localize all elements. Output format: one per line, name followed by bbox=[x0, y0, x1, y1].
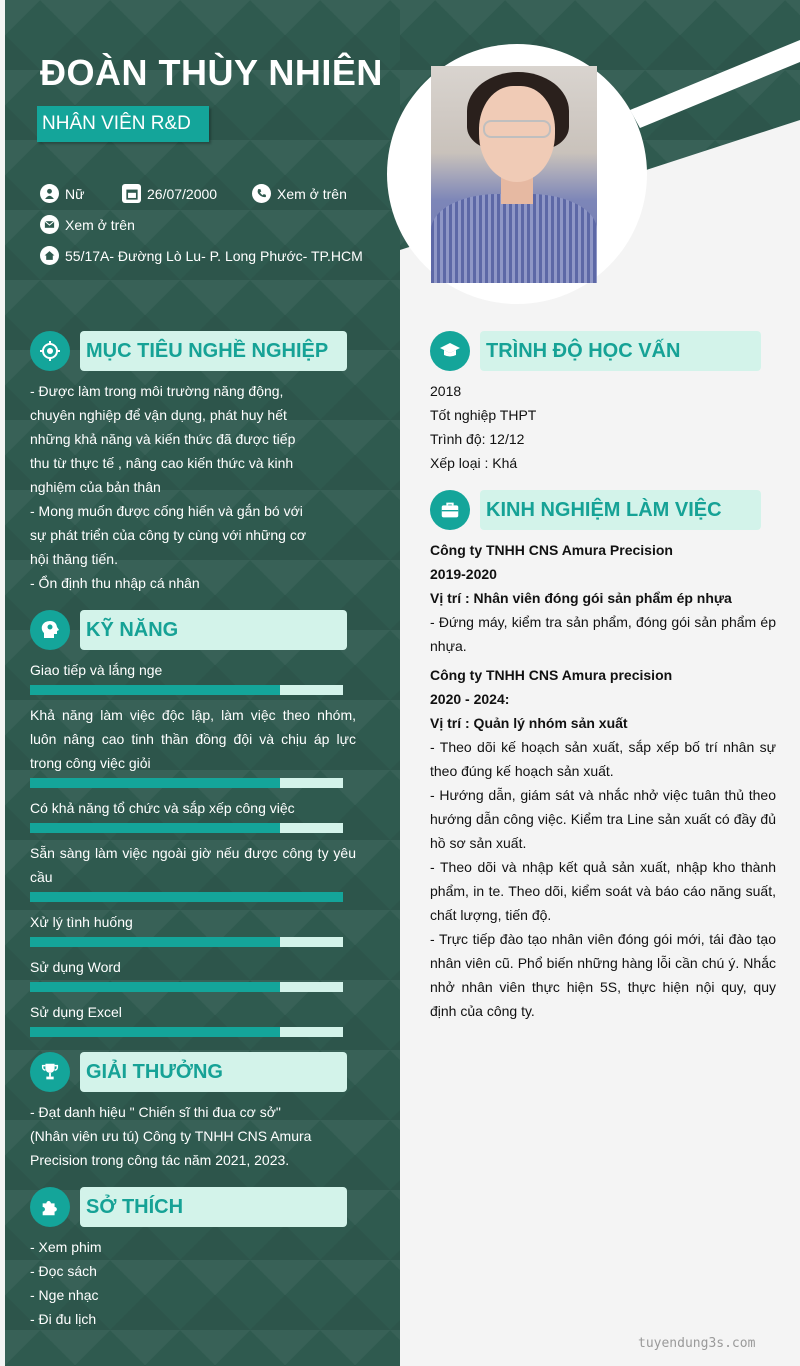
job-period: 2019-2020 bbox=[430, 566, 497, 582]
email-info bbox=[40, 215, 135, 234]
skill-label: Sẵn sàng làm việc ngoài giờ nếu được công ty yêu cầu bbox=[30, 845, 356, 885]
skill-bar bbox=[30, 1027, 343, 1037]
address-info bbox=[40, 246, 363, 265]
phone-text: Xem ở trên bbox=[277, 185, 347, 202]
email-icon bbox=[40, 215, 59, 234]
job-description: - Theo dõi và nhập kết quả sản xuất, nhập kho thành phẩm, in te. Theo dõi, kiểm soát và báo cáo năng suất, chất lượng, tiến độ. bbox=[430, 859, 776, 923]
awards-section-header bbox=[30, 1052, 347, 1092]
skill-label: Sử dụng Excel bbox=[30, 1004, 122, 1020]
job-period: 2020 - 2024: bbox=[430, 691, 510, 707]
experience-section-header bbox=[430, 490, 761, 530]
hobbies-title: SỞ THÍCH bbox=[86, 1196, 184, 1218]
skill-bar bbox=[30, 982, 343, 992]
experience-title: KINH NGHIỆM LÀM VIỆC bbox=[486, 499, 722, 521]
skill-bar bbox=[30, 823, 343, 833]
address-text: 55/17A- Đường Lò Lu- P. Long Phước- TP.HCM bbox=[65, 247, 363, 264]
skill-bar bbox=[30, 778, 343, 788]
experience-job-1 bbox=[430, 538, 776, 658]
puzzle-icon bbox=[30, 1187, 70, 1227]
skill-label: Khả năng làm việc độc lập, làm việc theo nhóm, luôn nâng cao tinh thần đồng đội và chịu áp lực trong công việc giỏi bbox=[30, 707, 356, 771]
education-section-header bbox=[430, 331, 761, 371]
candidate-name: ĐOÀN THÙY NHIÊN bbox=[40, 52, 383, 93]
job-description: - Theo dõi kế hoạch sản xuất, sắp xếp bố trí nhân sự theo đúng kế hoạch sản xuất. bbox=[430, 739, 776, 779]
target-icon bbox=[30, 331, 70, 371]
objective-section-header bbox=[30, 331, 347, 371]
awards-title: GIẢI THƯỞNG bbox=[86, 1061, 223, 1083]
birthdate-text: 26/07/2000 bbox=[147, 185, 218, 202]
skills-title: KỸ NĂNG bbox=[86, 619, 179, 641]
awards-text: - Đạt danh hiệu " Chiến sĩ thi đua cơ sở" (Nhân viên ưu tú) Công ty TNHH CNS Amura Precision trong công tác năm 2021, 2023. bbox=[30, 1104, 312, 1168]
skill-label: Sử dụng Word bbox=[30, 959, 121, 975]
home-icon bbox=[40, 246, 59, 265]
job-description: - Hướng dẫn, giám sát và nhắc nhở việc tuân thủ theo hướng dẫn công việc. Kiểm tra Line sản xuất có đầy đủ hồ sơ sản xuất. bbox=[430, 787, 776, 851]
job-title-badge: NHÂN VIÊN R&D bbox=[37, 106, 209, 142]
skill-bar bbox=[30, 937, 343, 947]
phone-icon bbox=[252, 184, 271, 203]
profile-photo bbox=[431, 66, 597, 283]
hobbies-text: - Xem phim - Đọc sách - Nge nhạc - Đi đu lịch bbox=[30, 1239, 102, 1327]
job-description: - Đứng máy, kiểm tra sản phẩm, đóng gói sản phẩm ép nhựa. bbox=[430, 614, 776, 654]
skill-label: Xử lý tình huống bbox=[30, 914, 133, 930]
skill-label: Giao tiếp và lắng nge bbox=[30, 662, 163, 678]
skills-section-header bbox=[30, 610, 347, 650]
objective-title: MỤC TIÊU NGHỀ NGHIỆP bbox=[86, 340, 329, 362]
experience-job-2 bbox=[430, 663, 776, 1023]
gender-text: Nữ bbox=[65, 185, 85, 202]
gender-info bbox=[40, 184, 84, 203]
skill-bar bbox=[30, 892, 343, 902]
skill-bar bbox=[30, 685, 343, 695]
watermark-text: tuyendung3s.com bbox=[638, 1336, 756, 1351]
job-position: Vị trí : Quản lý nhóm sản xuất bbox=[430, 715, 628, 731]
user-icon bbox=[40, 184, 59, 203]
briefcase-icon bbox=[430, 490, 470, 530]
skill-label: Có khả năng tổ chức và sắp xếp công việc bbox=[30, 800, 295, 816]
brain-head-icon bbox=[30, 610, 70, 650]
job-position: Vị trí : Nhân viên đóng gói sản phẩm ép nhựa bbox=[430, 590, 732, 606]
education-text: 2018 Tốt nghiệp THPT Trình độ: 12/12 Xếp loại : Khá bbox=[430, 383, 537, 471]
job-description: - Trực tiếp đào tạo nhân viên đóng gói mới, tái đào tạo nhân viên cũ. Phổ biến những hàng lỗi cần chú ý. Nhắc nhở nhân viên thực hiện 5S, thực hiện nội quy, quy định của công ty. bbox=[430, 931, 776, 1019]
trophy-icon bbox=[30, 1052, 70, 1092]
graduation-cap-icon bbox=[430, 331, 470, 371]
job-company: Công ty TNHH CNS Amura Precision bbox=[430, 542, 673, 558]
objective-text: - Được làm trong môi trường năng động, chuyên nghiệp để vận dụng, phát huy hết những khả năng và kiến thức đã được tiếp thu từ thực tế , nâng cao kiến thức và kinh nghiệm của bản thân - Mong muốn được cống hiến và gắn bó với sự phát triển của công ty cùng với những cơ hội thăng tiến. - Ổn định thu nhập cá nhân bbox=[30, 383, 307, 591]
education-title: TRÌNH ĐỘ HỌC VẤN bbox=[486, 340, 681, 362]
job-company: Công ty TNHH CNS Amura precision bbox=[430, 667, 673, 683]
email-text: Xem ở trên bbox=[65, 216, 135, 233]
calendar-icon bbox=[122, 184, 141, 203]
birthdate-info bbox=[122, 184, 217, 203]
hobbies-section-header bbox=[30, 1187, 347, 1227]
phone-info bbox=[252, 184, 347, 203]
